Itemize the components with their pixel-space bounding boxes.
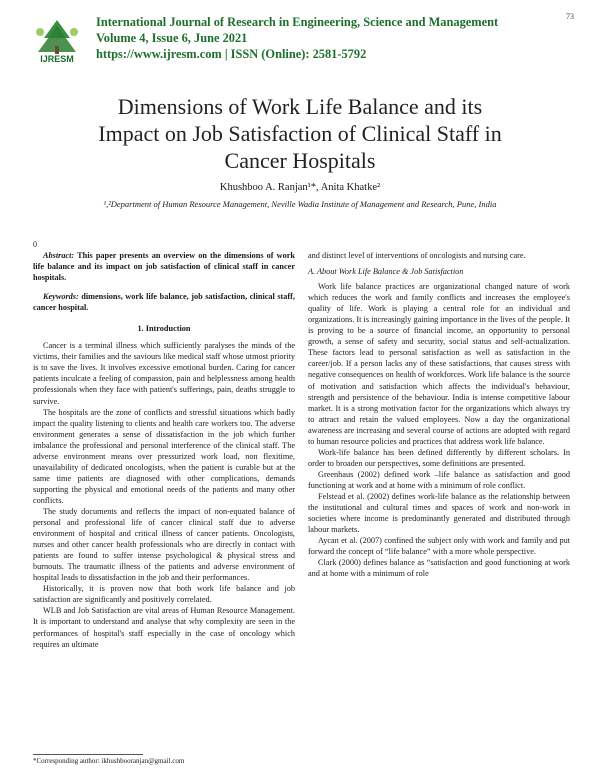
title-line: Dimensions of Work Life Balance and its bbox=[117, 94, 483, 119]
journal-name: International Journal of Research in Engineering, Science and Management bbox=[96, 15, 499, 29]
keywords bbox=[33, 291, 295, 313]
logo-text: IJRESM bbox=[40, 54, 74, 64]
left-column bbox=[33, 250, 295, 650]
stray-mark: 0 bbox=[33, 240, 37, 249]
abstract-label: Abstract: bbox=[43, 251, 75, 260]
paragraph: Clark (2000) defines balance as “satisfaction and good functioning at work and at home with a minimum of role bbox=[308, 558, 570, 579]
section-heading: 1. Introduction bbox=[137, 324, 191, 334]
paragraph-continuation: and distinct level of interventions of oncologists and nursing care. bbox=[308, 251, 526, 260]
abstract-text: This paper presents an overview on the dimensions of work life balance and its impact on job satisfaction of clinical staff in cancer hospitals. bbox=[33, 251, 295, 283]
paragraph: Felstead et al. (2002) defines work-life balance as the relationship between the institutional and cultural times and spaces of work and non-work in societies where income is predominantly generated and distributed through labour markets. bbox=[308, 491, 570, 535]
title-line: Impact on Job Satisfaction of Clinical Staff in bbox=[98, 121, 502, 146]
paragraph: Aycan et al. (2007) confined the subject only with work and family and put forward the concept of “life balance” with a more whole perspective. bbox=[308, 536, 570, 557]
keywords-label: Keywords: bbox=[43, 292, 79, 302]
right-column bbox=[308, 250, 570, 579]
paragraph: Work life balance practices are organizational changed nature of work which reduces the work and family conflicts and increases the employee's quality of life. Work is playing a central role for an individual and organizations. It is increasingly gaining importance in the lives of the people. It is proving to be a source of financial income, an opportunity to personal growth, a sense of safety and security, social status and self-actualization. These factors lead to personal satisfaction as well as satisfaction in the career/job. If a person lacks any of these satisfactions, that causes stress with negative consequences on health of workforces. Work life balance is the source of motivation and satisfaction which affects the individual's behaviour, strength and persistence of the behaviour. India is intense competitive labour market. It is a strong motivation factor for the organizations which always try to attract and retain the valued employees. Now a day the organizational awareness are increasing and several course of actions are adopted with regard to human resource policies and practices that address work life balance. bbox=[308, 282, 570, 446]
keywords-text: dimensions, work life balance, job satisfaction, clinical staff, cancer hospital. bbox=[33, 292, 295, 313]
paragraph: The study documents and reflects the impact of non-equated balance of personal and professional life of cancer clinical staff due to adverse environment of hospital and critical illness of cancer patients. Oncologists, nurses and other cancer health professionals who are directly in contact with patients are found to suffer intense psychological & physical stress and burnouts. The traumatic illness of the patients and adverse environment of hospital leads to dissatisfaction in the job and their performances. bbox=[33, 506, 295, 583]
paragraph: Greenhaus (2002) defined work –life balance as satisfaction and good functioning at work and at home with a minimum of role conflict. bbox=[308, 469, 570, 490]
authors: Khushboo A. Ranjan¹*, Anita Khatke² bbox=[219, 182, 381, 193]
paragraph: Cancer is a terminal illness which sufficiently paralyses the minds of the victims, their families and the saviours like medical staff whose utmost priority is to save the lives. It involves excessive emotional burden. Caring for cancer patients inculcate a feeling of compassion, pain and helplessness among health professionals when they face with patient's sufferings, pain, deaths struggle to survive. bbox=[33, 341, 295, 406]
paragraph: Historically, it is proven now that both work life balance and job satisfaction are significantly and positively correlated. bbox=[33, 584, 295, 605]
subsection-heading: A. About Work Life Balance & Job Satisfaction bbox=[308, 267, 464, 277]
journal-url-issn[interactable]: https://www.ijresm.com | ISSN (Online): 2581-5792 bbox=[96, 47, 367, 61]
journal-header bbox=[26, 12, 574, 72]
paper-title bbox=[40, 93, 560, 174]
page-number: 73 bbox=[566, 12, 574, 21]
paragraph: The hospitals are the zone of conflicts and stressful situations which badly impact the quality listening to clients and health care workers too. The adverse environment generates a sense of dissatisfaction in the job which further imbalance the professional and personal interference of the clinical staff. The adverse environment means over pressurized work load, non flexitime, unavailability of dedicated oncologists, when the patient is curable but at the same time patients are diagnosed with other complications, demands supporting the physical and emotional needs of the patients and many other conflicts. bbox=[33, 407, 295, 505]
footnote-rule bbox=[33, 754, 143, 755]
title-line: Cancer Hospitals bbox=[224, 148, 376, 173]
paragraph: WLB and Job Satisfaction are vital areas of Human Resource Management. It is important to understand and analyse that why complexity are seen in the performances of hospital's staff especially in the case of oncology which requires an ultimate bbox=[33, 606, 295, 649]
paragraph: Work-life balance has been defined differently by different scholars. In order to broaden our perspectives, some definitions are presented. bbox=[308, 447, 570, 468]
affiliation: ¹,²Department of Human Resource Management, Neville Wadia Institute of Management and Research, Pune, India bbox=[103, 199, 497, 209]
journal-issue: Volume 4, Issue 6, June 2021 bbox=[96, 31, 248, 45]
footnote: *Corresponding author: ikhushbooranjan@gmail.com bbox=[33, 757, 185, 765]
abstract bbox=[33, 250, 295, 283]
